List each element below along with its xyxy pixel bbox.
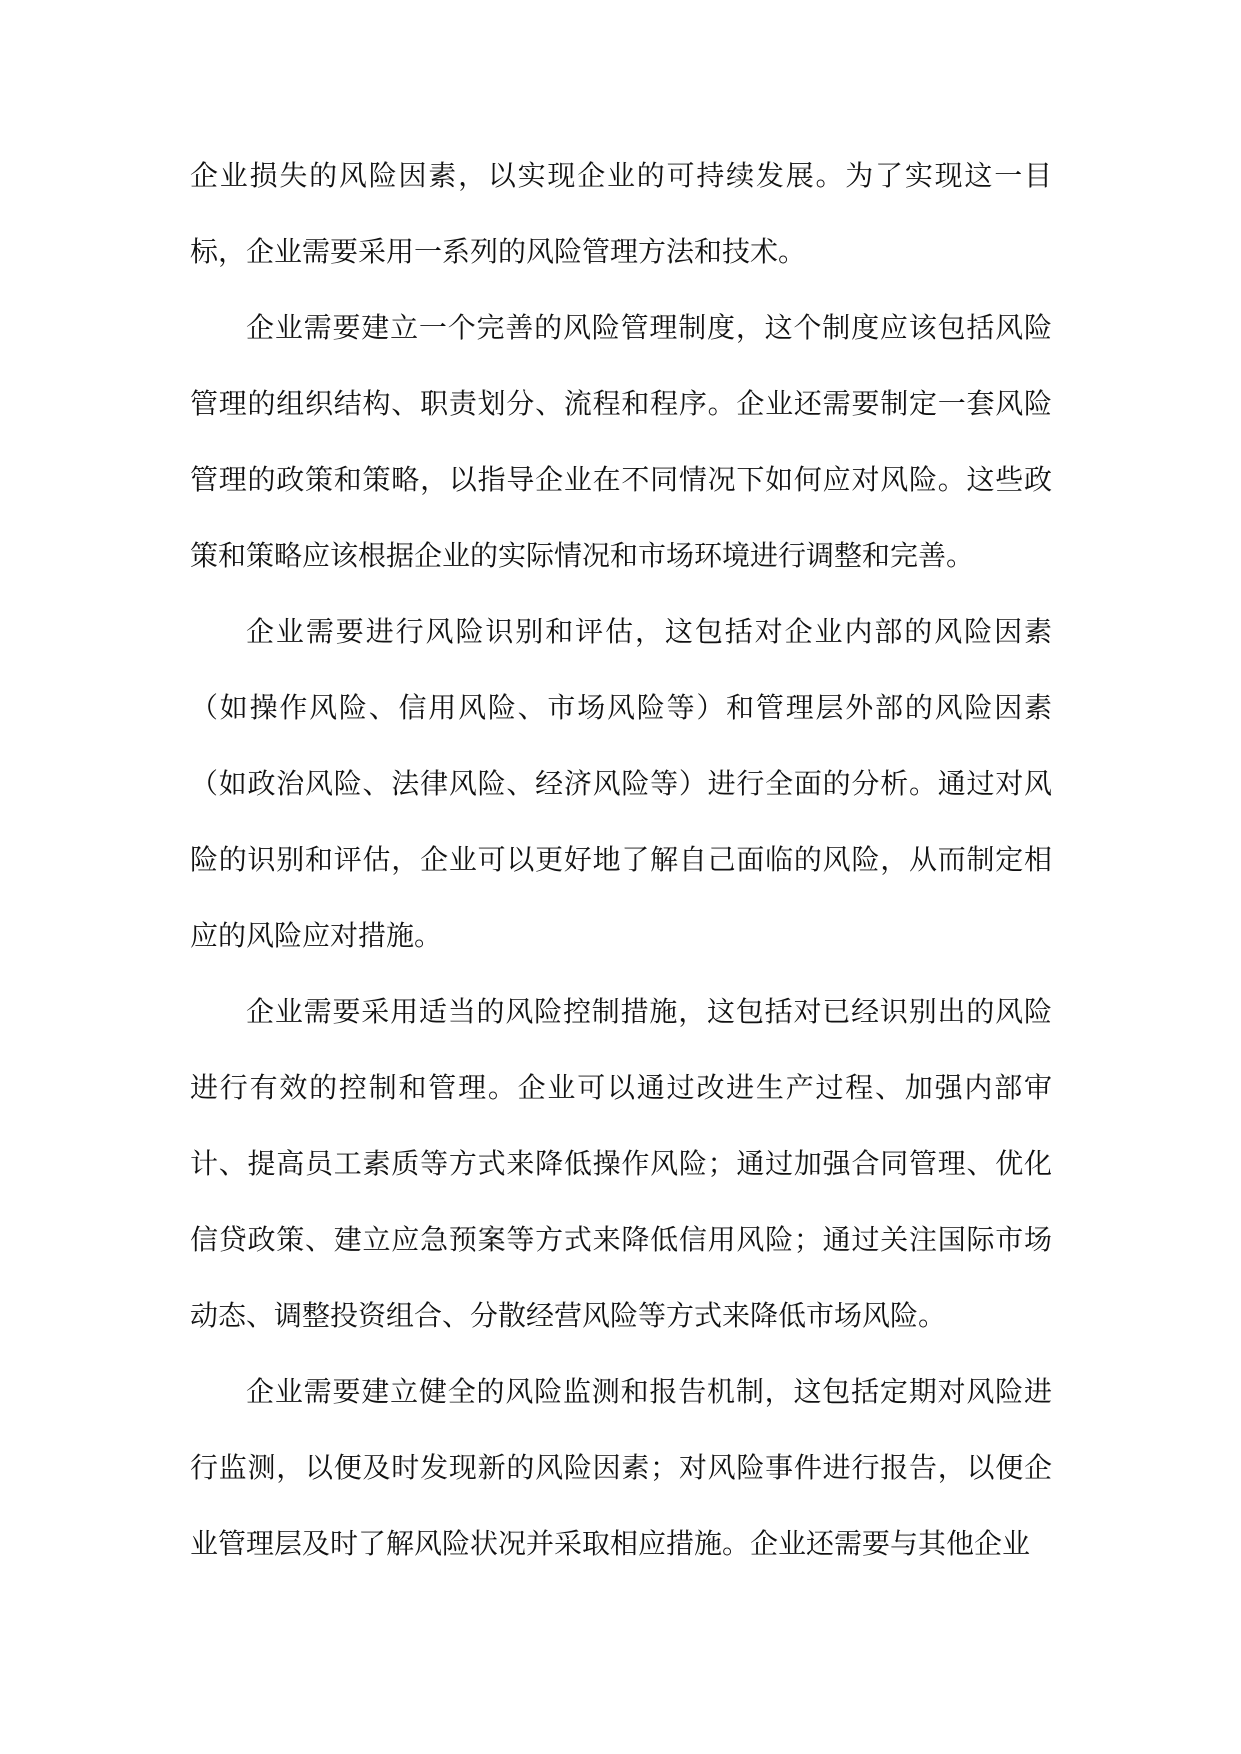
body-text xyxy=(190,138,1052,1582)
paragraph-risk-control: 企业需要采用适当的风险控制措施，这包括对已经识别出的风险进行有效的控制和管理。企业可以通过改进生产过程、加强内部审计、提高员工素质等方式来降低操作风险；通过加强合同管理、优化信贷政策、建立应急预案等方式来降低信用风险；通过关注国际市场动态、调整投资组合、分散经营风险等方式来降低市场风险。 xyxy=(190,995,1052,1332)
paragraph-risk-monitoring: 企业需要建立健全的风险监测和报告机制，这包括定期对风险进行监测，以便及时发现新的风险因素；对风险事件进行报告，以便企业管理层及时了解风险状况并采取相应措施。企业还需要与其他企业 xyxy=(190,1375,1052,1560)
paragraph-risk-identification: 企业需要进行风险识别和评估，这包括对企业内部的风险因素（如操作风险、信用风险、市场风险等）和管理层外部的风险因素（如政治风险、法律风险、经济风险等）进行全面的分析。通过对风险的识别和评估，企业可以更好地了解自己面临的风险，从而制定相应的风险应对措施。 xyxy=(190,615,1052,952)
paragraph-risk-management-system: 企业需要建立一个完善的风险管理制度，这个制度应该包括风险管理的组织结构、职责划分、流程和程序。企业还需要制定一套风险管理的政策和策略，以指导企业在不同情况下如何应对风险。这些政策和策略应该根据企业的实际情况和市场环境进行调整和完善。 xyxy=(190,311,1052,572)
paragraph-continuation: 企业损失的风险因素，以实现企业的可持续发展。为了实现这一目标，企业需要采用一系列的风险管理方法和技术。 xyxy=(190,159,1052,268)
